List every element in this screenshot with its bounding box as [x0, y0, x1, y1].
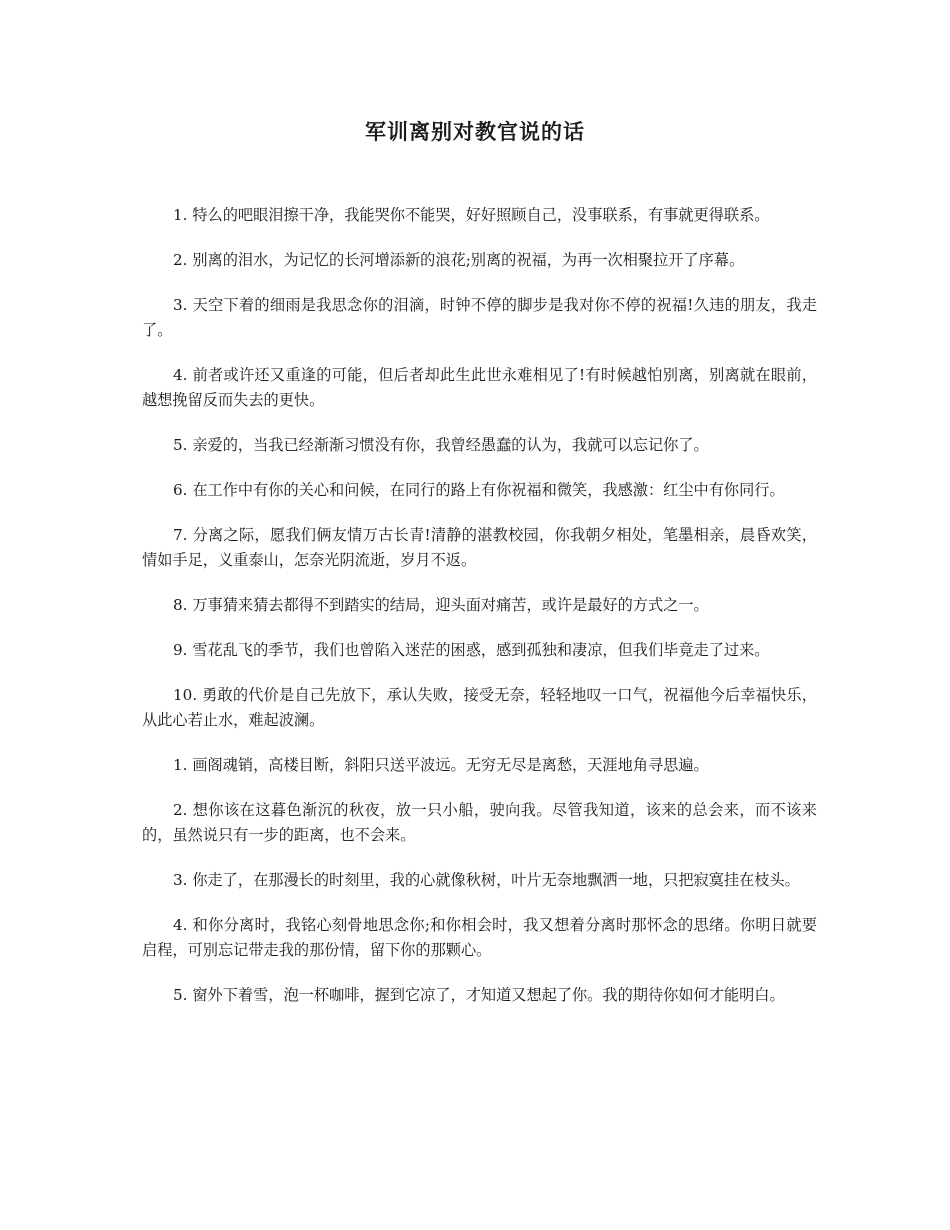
paragraph: 4. 和你分离时，我铭心刻骨地思念你;和你相会时，我又想着分离时那怀念的思绪。你明日就要启程，可别忘记带走我的那份情，留下你的那颗心。 — [142, 916, 817, 959]
paragraph: 2. 想你该在这暮色渐沉的秋夜，放一只小船，驶向我。尽管我知道，该来的总会来，而不该来的，虽然说只有一步的距离，也不会来。 — [142, 801, 817, 844]
paragraph: 5. 亲爱的，当我已经渐渐习惯没有你，我曾经愚蠢的认为，我就可以忘记你了。 — [173, 436, 709, 454]
paragraph: 1. 特么的吧眼泪擦干净，我能哭你不能哭，好好照顾自己，没事联系，有事就更得联系。 — [173, 206, 770, 224]
document-title: 军训离别对教官说的话 — [365, 119, 585, 144]
paragraph: 8. 万事猜来猜去都得不到踏实的结局，迎头面对痛苦，或许是最好的方式之一。 — [173, 596, 709, 614]
paragraph: 3. 天空下着的细雨是我思念你的泪滴，时钟不停的脚步是我对你不停的祝福!久违的朋友，我走了。 — [142, 296, 817, 339]
paragraph: 7. 分离之际，愿我们俩友情万古长青!清静的湛教校园，你我朝夕相处，笔墨相亲，晨昏欢笑，情如手足，义重泰山，怎奈光阴流逝，岁月不返。 — [142, 526, 817, 569]
paragraph: 2. 别离的泪水，为记忆的长河增添新的浪花;别离的祝福，为再一次相聚拉开了序幕。 — [173, 251, 745, 269]
paragraph: 1. 画阁魂销，高楼目断，斜阳只送平波远。无穷无尽是离愁，天涯地角寻思遍。 — [173, 756, 709, 774]
paragraph: 4. 前者或许还又重逢的可能，但后者却此生此世永难相见了!有时候越怕别离，别离就在眼前，越想挽留反而失去的更快。 — [142, 366, 817, 409]
paragraph: 5. 窗外下着雪，泡一杯咖啡，握到它凉了，才知道又想起了你。我的期待你如何才能明白。 — [173, 986, 785, 1004]
paragraph: 9. 雪花乱飞的季节，我们也曾陷入迷茫的困惑，感到孤独和凄凉，但我们毕竟走了过来。 — [173, 641, 770, 659]
paragraph: 3. 你走了，在那漫长的时刻里，我的心就像秋树，叶片无奈地飘洒一地，只把寂寞挂在枝头。 — [173, 871, 800, 889]
document-body — [142, 203, 817, 1028]
paragraph: 10. 勇敢的代价是自己先放下，承认失败，接受无奈，轻轻地叹一口气，祝福他今后幸福快乐，从此心若止水，难起波澜。 — [142, 686, 817, 729]
paragraph: 6. 在工作中有你的关心和问候，在同行的路上有你祝福和微笑，我感激：红尘中有你同行。 — [173, 481, 785, 499]
